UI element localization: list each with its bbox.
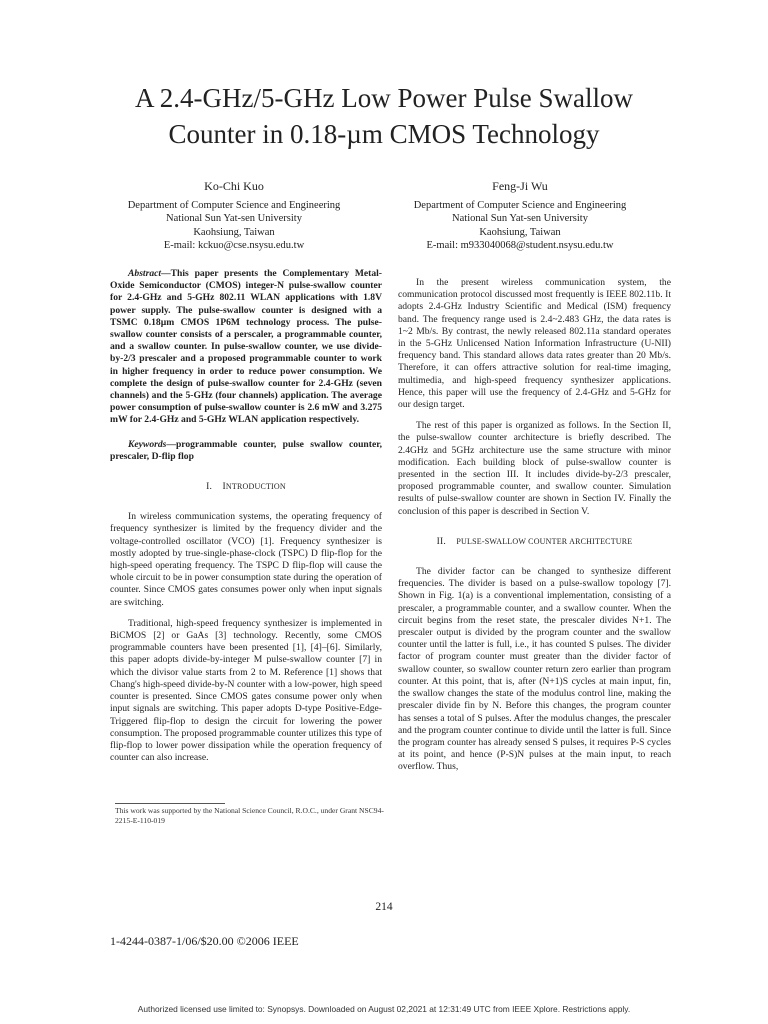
author-department: Department of Computer Science and Engineering [127, 199, 341, 211]
section-heading-architecture: II. PULSE-SWALLOW COUNTER ARCHITECTURE [436, 535, 633, 547]
title-line-1: A 2.4-GHz/5-GHz Low Power Pulse Swallow [135, 83, 633, 113]
author-email: E-mail: m933040068@student.nsysu.edu.tw [426, 240, 614, 251]
author-city: Kaohsiung, Taiwan [193, 226, 275, 238]
abstract-body: —This paper presents the Complementary Metal-Oxide Semiconductor (CMOS) integer-N pulse-swallow counter for 2.4-GHz and 5-GHz 802.11 WLAN applications with 1.8V power supply. The pulse-swallow counter is designed with a TSMC 0.18µm CMOS 1P6M technology process. The pulse-swallow counter consists of a perscaler, a programmable counter, and a swallow counter. In pulse-swallow counter, we use divide-by-2/3 prescaler and a proposed programmable counter to work in higher frequency in order to reduce power consumption. We complete the design of pulse-swallow counter for 2.4-GHz (seven channels) and the 5-GHz (four channels) application. The average power consumption of pulse-swallow counter is 2.6 mW and 3.275 mW for 2.4-GHz and 5-GHz WLAN application respectively. [110, 268, 382, 426]
author-name: Ko-Chi Kuo [204, 179, 264, 193]
page-number: 214 [375, 901, 393, 913]
authorized-use-notice: Authorized licensed use limited to: Synopsys. Downloaded on August 02,2021 at 12:31:49 UTC from IEEE Xplore. Restrictions apply. [137, 1004, 631, 1014]
abstract [110, 268, 382, 427]
keywords-body: —programmable counter, pulse swallow counter, prescaler, D-flip flop [110, 438, 382, 462]
isbn-copyright: 1-4244-0387-1/06/$20.00 ©2006 IEEE [110, 934, 299, 948]
keywords-label: Keywords [128, 438, 167, 450]
author-block-1 [84, 180, 384, 253]
paragraph: The divider factor can be changed to synthesize different frequencies. The divider is based on a pulse-swallow topology [7]. Shown in Fig. 1(a) is a conventional implementation, consisting of a prescaler, a programmable counter, and a swallow counter. When the circuit begins from the reset state, the prescaler divides N+1. The prescaler output is divided by the program counter and the swallow counter until the latter is full, i.e., it has counted S pulses. The divider factor of program counter must greater than the divider factor of swallow counter, so swallow counter return zero earlier than program counter. At this point, that is, after (N+1)S cycles at main input, fin, the swallow changes the state of the modulus control line, making the prescaler divide fin by N. Before this changes, the program counter has senses a total of S pulses. After the modulus changes, the prescaler and the program counter continue to divide until the latter is full. Since the program counter has already sensed S pulses, it requires P-S cycles at its point, and hence (P-S)N pulses at the main input, to reach overflow. Thus, [398, 566, 671, 773]
paragraph: In the present wireless communication system, the communication protocol discussed most frequently is IEEE 802.11b. It adopts 2.4-GHz Industry Scientific and Medical (ISM) frequency band. The frequency range used is 2.4~2.483 GHz, the data rates is 1~2 Mb/s. By contrast, the newly released 802.11a standard operates in the 5-GHz Unlicensed Nation Information Infrastructure (U-NII) frequency band. This standard allows data rates greater than 20 Mb/s. Therefore, it can offers attractive solution for real-time imaging, multimedia, and high-speed frequency synthesizer applications. Hence, this paper will use the frequency of 2.4-GHz and 5-GHz for our design target. [398, 277, 671, 411]
author-block-2 [370, 180, 670, 253]
author-university: National Sun Yat-sen University [452, 213, 588, 224]
author-city: Kaohsiung, Taiwan [479, 226, 561, 238]
author-university: National Sun Yat-sen University [166, 213, 302, 224]
author-department: Department of Computer Science and Engineering [413, 199, 627, 211]
right-column [398, 277, 671, 774]
title-line-2: Counter in 0.18-µm CMOS Technology [168, 119, 600, 149]
paragraph: The rest of this paper is organized as follows. In the Section II, the pulse-swallow counter architecture is briefly described. The 2.4GHz and 5GHz architecture use the same structure with minor modification. Each building block of pulse-swallow counter is presented in the section III. It includes divide-by-2/3 prescaler, proposed programmable counter, and swallow counter. Simulation results of pulse-swallow counter are shown in Section IV. Finally the conclusion of this paper is described in Section V. [398, 420, 671, 517]
section-heading-introduction: I. INTRODUCTION [206, 481, 286, 493]
footnote-rule [115, 803, 225, 804]
paragraph: Traditional, high-speed frequency synthesizer is implemented in BiCMOS [2] or GaAs [3] technology. Recently, some CMOS programmable counters have been presented [1], [4]–[6]. Similarly, this paper adopts divide-by-integer M pulse-swallow counter [7] in which the divisor value starts from 2 to M. Reference [1] shows that Chang's high-speed divide-by-N counter with a low-power, high speed counter is presented. Since CMOS gates consume power only when input signals are switching. This paper adopts D-type Positive-Edge-Triggered flip-flop to design the circuit for lowering the power consumption. The proposed programmable counter utilizes this type of flip-flop to lower power dissipation while the operation frequency of counter can also increase. [110, 617, 382, 764]
keywords [110, 439, 382, 463]
author-name: Feng-Ji Wu [492, 179, 548, 193]
paragraph: In wireless communication systems, the operating frequency of frequency synthesizer is limited by the frequency divider and the voltage-controlled oscillator (VCO) [1]. Frequency synthesizer is mostly adopted by true-single-phase-clock (TSPC) D flip-flop for the high-speed operating frequency. The TSPC D flip-flop will cause the whole circuit to be in power consumption state during the operation of counter. Since CMOS gates consumes power only when input signals are switching. [110, 511, 382, 608]
footnote: This work was supported by the National Science Council, R.O.C., under Grant NSC94-2215-E-110-019 [115, 806, 384, 825]
abstract-label: Abstract [128, 268, 162, 279]
left-column [110, 268, 382, 764]
author-email: E-mail: kckuo@cse.nsysu.edu.tw [163, 240, 305, 251]
paper-title [60, 80, 708, 152]
